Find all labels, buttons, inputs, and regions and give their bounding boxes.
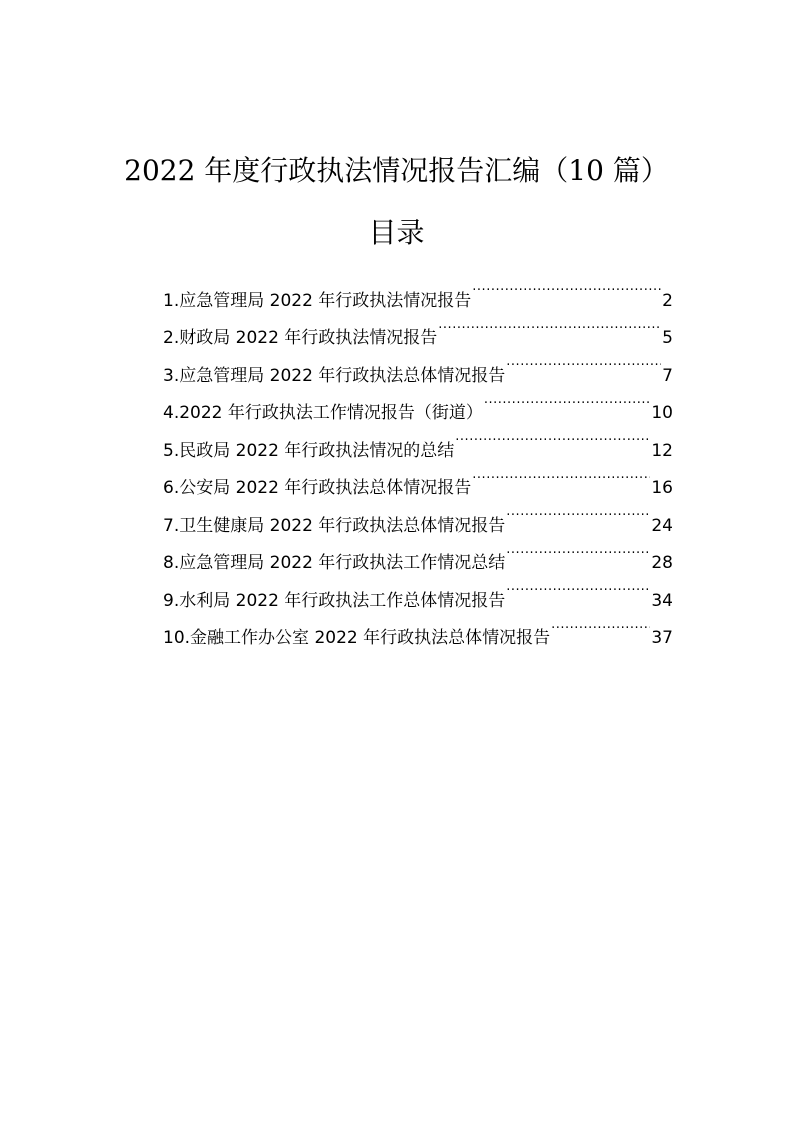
toc-page-number: 7: [662, 365, 673, 386]
toc-entry-title: 7.卫生健康局 2022 年行政执法总体情况报告: [163, 515, 506, 536]
toc-page-number: 34: [651, 590, 673, 611]
toc-entry-title: 8.应急管理局 2022 年行政执法工作情况总结: [163, 553, 506, 573]
toc-page-number: 12: [651, 440, 673, 461]
toc-page-number: 24: [651, 515, 673, 536]
toc-entry-title: 5.民政局 2022 年行政执法情况的总结: [163, 440, 455, 461]
toc-dot-leader: [455, 418, 650, 456]
toc-page-number: 10: [651, 403, 673, 423]
toc-page-number: 16: [651, 478, 673, 498]
toc-dot-leader: [506, 493, 650, 531]
toc-entry-title: 6.公安局 2022 年行政执法总体情况报告: [163, 478, 472, 498]
toc-entry-title: 10.金融工作办公室 2022 年行政执法总体情况报告: [163, 628, 551, 648]
toc-dot-leader: [506, 343, 661, 381]
toc-entry[interactable]: [163, 268, 673, 311]
toc-dot-leader: [551, 606, 650, 644]
toc-page-number: 2: [662, 290, 673, 311]
table-of-contents: [163, 268, 673, 648]
toc-entry-title: 9.水利局 2022 年行政执法工作总体情况报告: [163, 590, 506, 611]
toc-entry-title: 4.2022 年行政执法工作情况报告（街道）: [163, 403, 483, 423]
toc-page-number: 37: [651, 628, 673, 648]
toc-dot-leader: [484, 381, 650, 419]
toc-page-number: 5: [662, 328, 673, 348]
toc-entry-title: 2.财政局 2022 年行政执法情况报告: [163, 328, 438, 348]
toc-heading: 目录: [368, 216, 425, 249]
document-title: 2022 年度行政执法情况报告汇编（10 篇）: [124, 154, 669, 187]
toc-entry-title: 1.应急管理局 2022 年行政执法情况报告: [163, 290, 472, 311]
toc-dot-leader: [506, 568, 650, 606]
toc-dot-leader: [438, 306, 661, 344]
toc-dot-leader: [472, 268, 661, 306]
toc-dot-leader: [506, 531, 650, 569]
toc-dot-leader: [472, 456, 650, 494]
toc-page-number: 28: [651, 553, 673, 573]
toc-entry-title: 3.应急管理局 2022 年行政执法总体情况报告: [163, 365, 506, 386]
